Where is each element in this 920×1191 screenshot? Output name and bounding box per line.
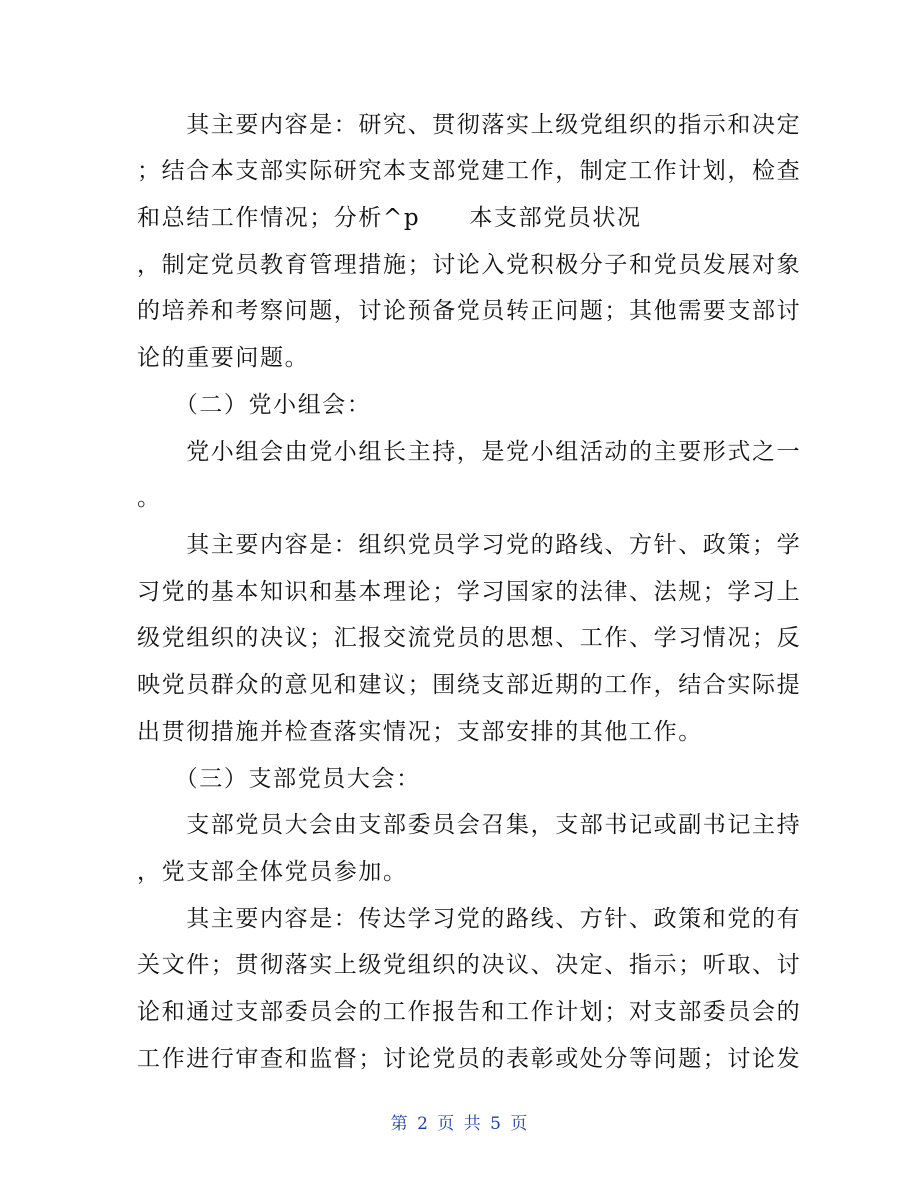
text-line: 论的重要问题。	[137, 345, 310, 371]
page-number-footer: 第 2 页 共 5 页	[390, 1114, 530, 1134]
text-line: 的培养和考察问题，讨论预备党员转正问题；其他需要支部讨	[137, 298, 802, 324]
text-line: 映党员群众的意见和建议；围绕支部近期的工作，结合实际提	[137, 672, 802, 698]
text-line: 。	[137, 485, 162, 511]
text-line: ，党支部全体党员参加。	[137, 859, 408, 885]
text-line: ；结合本支部实际研究本支部党建工作，制定工作计划，检查	[137, 158, 802, 184]
text-line: ，制定党员教育管理措施；讨论入党积极分子和党员发展对象	[137, 252, 802, 278]
text-line: 论和通过支部委员会的工作报告和工作计划；对支部委员会的	[137, 999, 802, 1025]
section-heading: （三）支部党员大会：	[137, 766, 421, 792]
text-line: 工作进行审查和监督；讨论党员的表彰或处分等问题；讨论发	[137, 1046, 802, 1072]
section-heading: （二）党小组会：	[137, 392, 372, 418]
text-line: 支部党员大会由支部委员会召集，支部书记或副书记主持	[137, 812, 802, 838]
text-line: 出贯彻措施并检查落实情况；支部安排的其他工作。	[137, 719, 703, 745]
text-line: 级党组织的决议；汇报交流党员的思想、工作、学习情况；反	[137, 625, 802, 651]
text-line: 其主要内容是：研究、贯彻落实上级党组织的指示和决定	[137, 112, 802, 138]
text-line: 其主要内容是：传达学习党的路线、方针、政策和党的有	[137, 906, 802, 932]
text-line: 其主要内容是：组织党员学习党的路线、方针、政策；学	[137, 532, 802, 558]
text-line: 习党的基本知识和基本理论；学习国家的法律、法规；学习上	[137, 579, 802, 605]
text-line: 党小组会由党小组长主持，是党小组活动的主要形式之一	[137, 439, 802, 465]
text-line: 关文件；贯彻落实上级党组织的决议、决定、指示；听取、讨	[137, 952, 802, 978]
text-line: 和总结工作情况；分析^p 本支部党员状况	[137, 205, 642, 231]
